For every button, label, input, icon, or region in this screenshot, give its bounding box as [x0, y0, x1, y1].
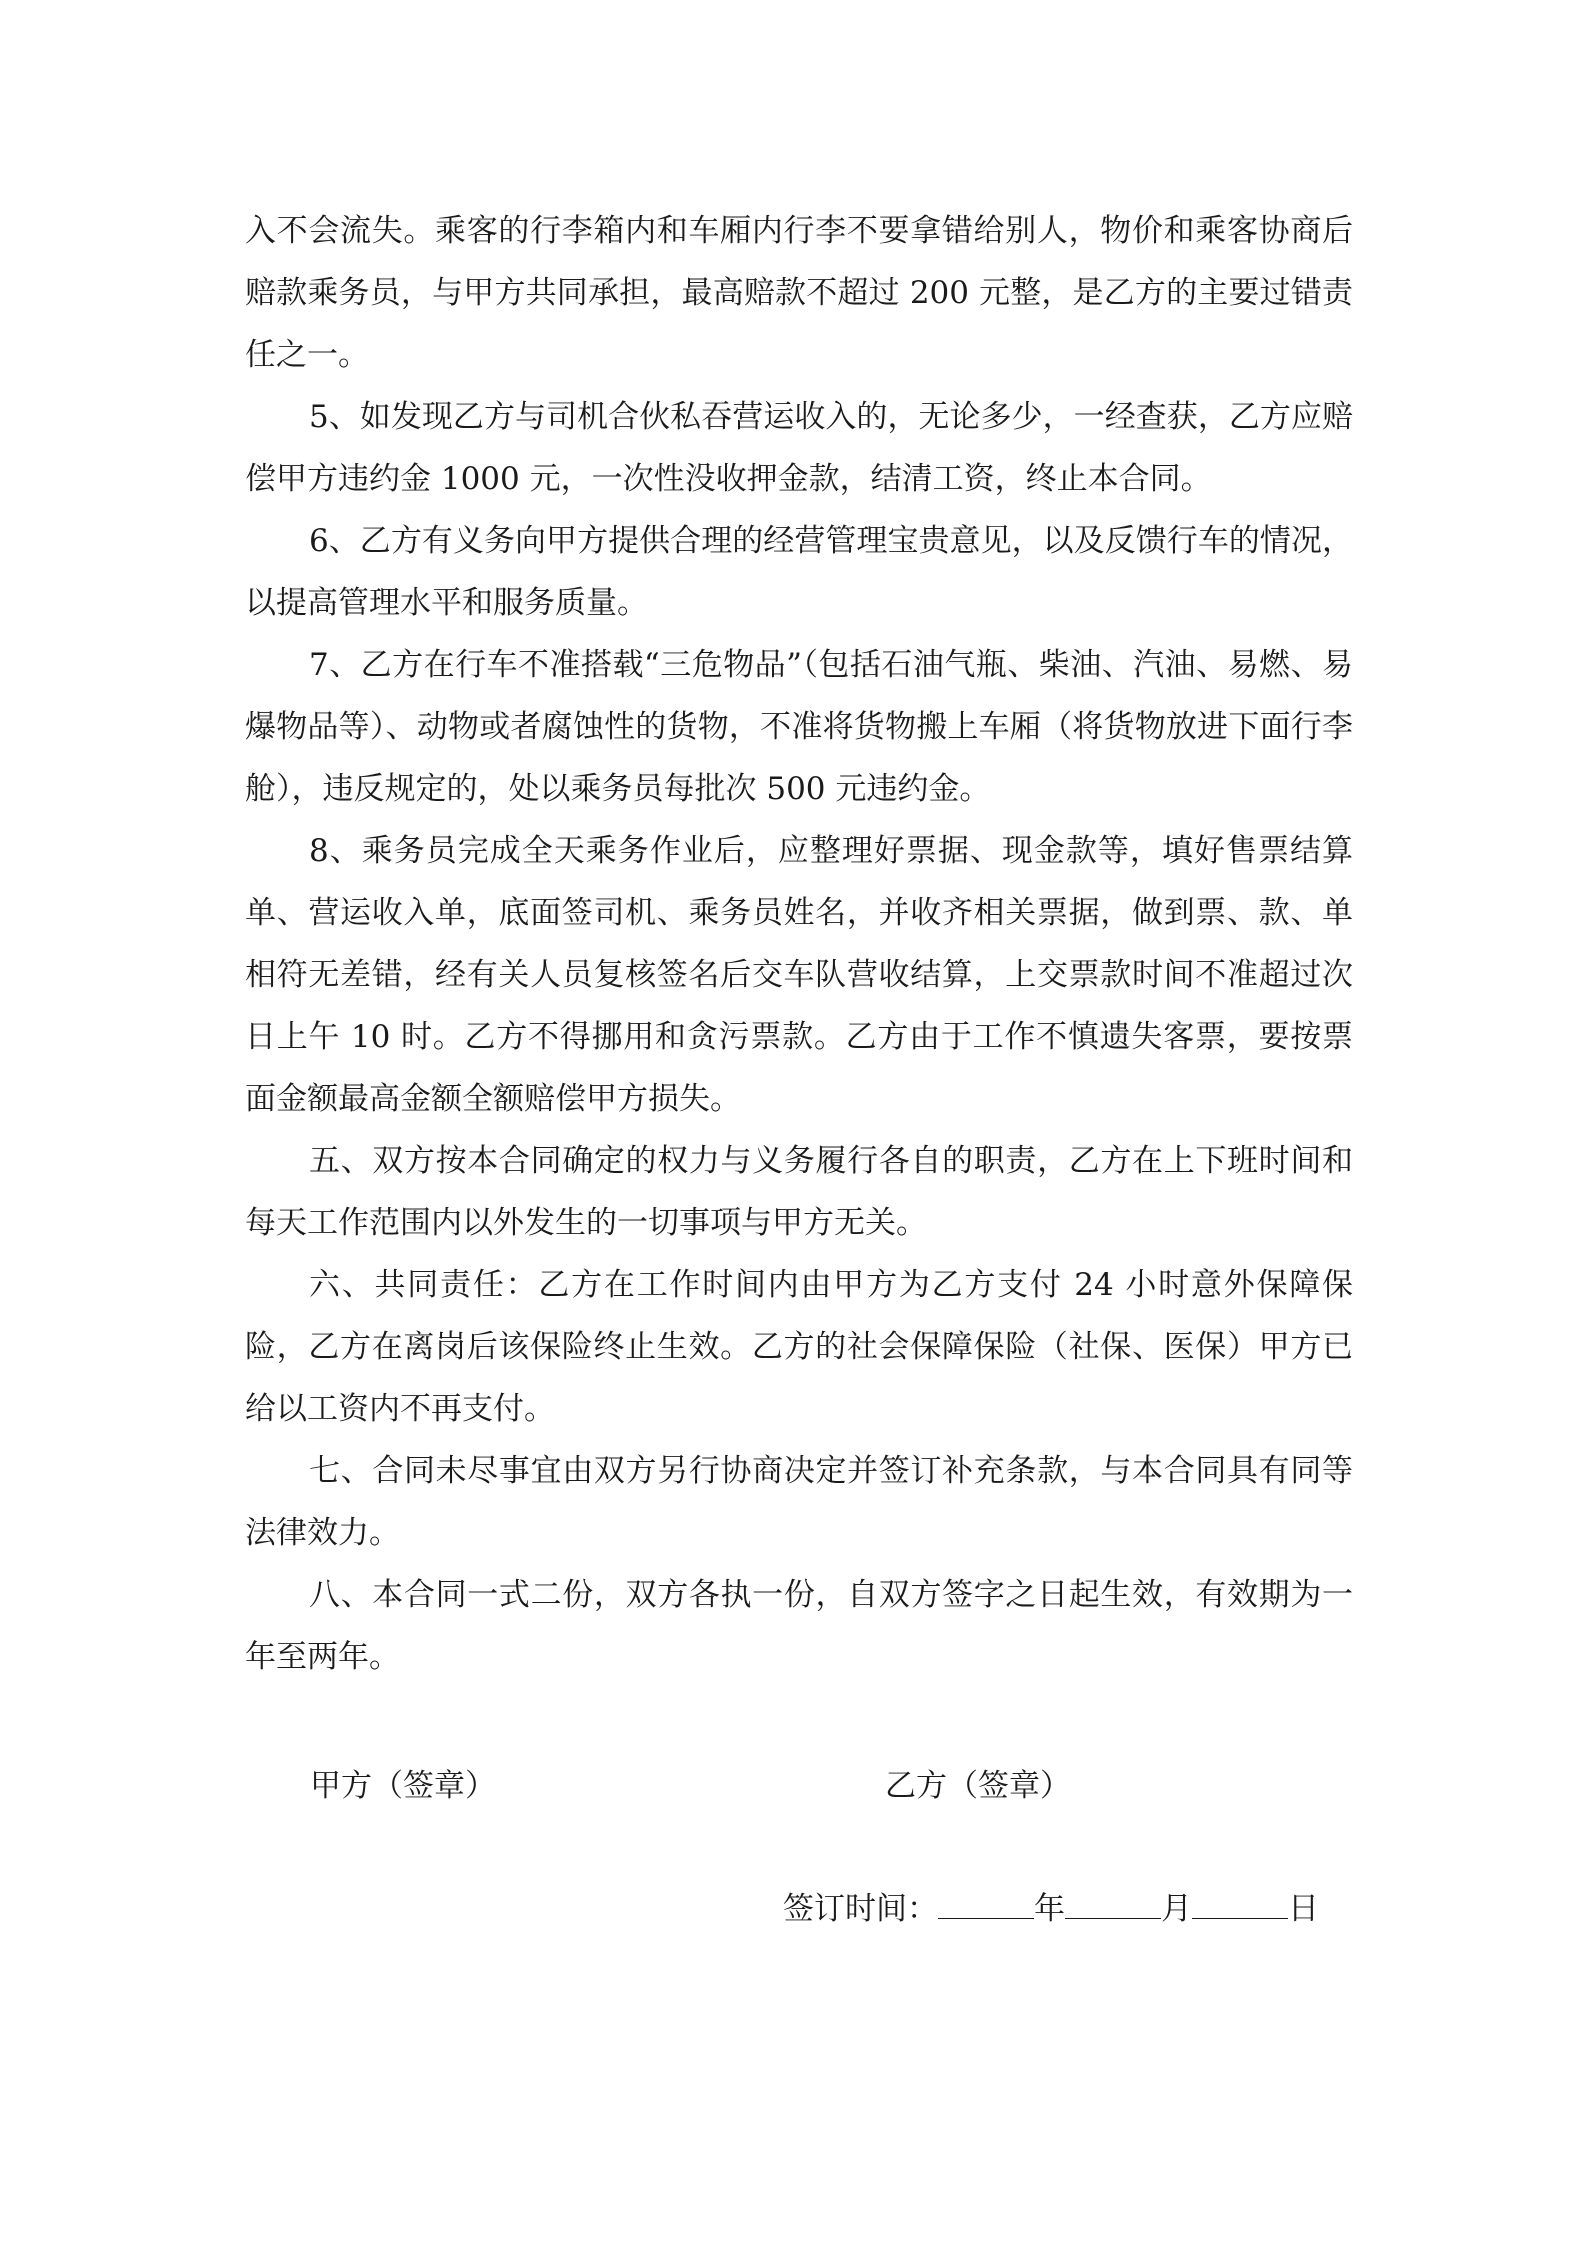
- clause-7: 7、乙方在行车不准搭载“三危物品”（包括石油气瓶、柴油、汽油、易燃、易爆物品等）、动物或者腐蚀性的货物，不准将货物搬上车厢（将货物放进下面行李舱），违反规定的，处以乘务员每批次 500 元违约金。: [245, 647, 1353, 807]
- contract-body: [245, 200, 1353, 1688]
- day-blank: [1192, 1890, 1288, 1919]
- signing-date-line: [783, 1883, 1319, 1928]
- section-7: 七、合同未尽事宜由双方另行协商决定并签订补充条款，与本合同具有同等法律效力。: [245, 1453, 1353, 1551]
- signing-date-label: 签订时间：: [783, 1891, 938, 1927]
- party-a-signature-label: 甲方（签章）: [310, 1768, 496, 1804]
- party-b-signature-label: 乙方（签章）: [885, 1768, 1071, 1804]
- month-blank: [1065, 1890, 1161, 1919]
- year-blank: [938, 1890, 1034, 1919]
- section-6: 六、共同责任：乙方在工作时间内由甲方为乙方支付 24 小时意外保障保险，乙方在离岗后该保险终止生效。乙方的社会保障保险（社保、医保）甲方已给以工资内不再支付。: [245, 1267, 1353, 1427]
- day-label: 日: [1288, 1891, 1319, 1927]
- paragraph-continuation: 入不会流失。乘客的行李箱内和车厢内行李不要拿错给别人，物价和乘客协商后赔款乘务员，与甲方共同承担，最高赔款不超过 200 元整，是乙方的主要过错责任之一。: [245, 213, 1353, 373]
- clause-5: 5、如发现乙方与司机合伙私吞营运收入的，无论多少，一经查获，乙方应赔偿甲方违约金 1000 元，一次性没收押金款，结清工资，终止本合同。: [245, 399, 1353, 497]
- section-8: 八、本合同一式二份，双方各执一份，自双方签字之日起生效，有效期为一年至两年。: [245, 1577, 1353, 1675]
- clause-6: 6、乙方有义务向甲方提供合理的经营管理宝贵意见，以及反馈行车的情况，以提高管理水平和服务质量。: [245, 523, 1353, 621]
- year-label: 年: [1034, 1891, 1065, 1927]
- month-label: 月: [1161, 1891, 1192, 1927]
- clause-8: 8、乘务员完成全天乘务作业后，应整理好票据、现金款等，填好售票结算单、营运收入单，底面签司机、乘务员姓名，并收齐相关票据，做到票、款、单相符无差错，经有关人员复核签名后交车队营收结算，上交票款时间不准超过次日上午 10 时。乙方不得挪用和贪污票款。乙方由于工作不慎遗失客票，要按票面金额最高金额全额赔偿甲方损失。: [245, 833, 1353, 1117]
- section-5: 五、双方按本合同确定的权力与义务履行各自的职责，乙方在上下班时间和每天工作范围内以外发生的一切事项与甲方无关。: [245, 1143, 1353, 1241]
